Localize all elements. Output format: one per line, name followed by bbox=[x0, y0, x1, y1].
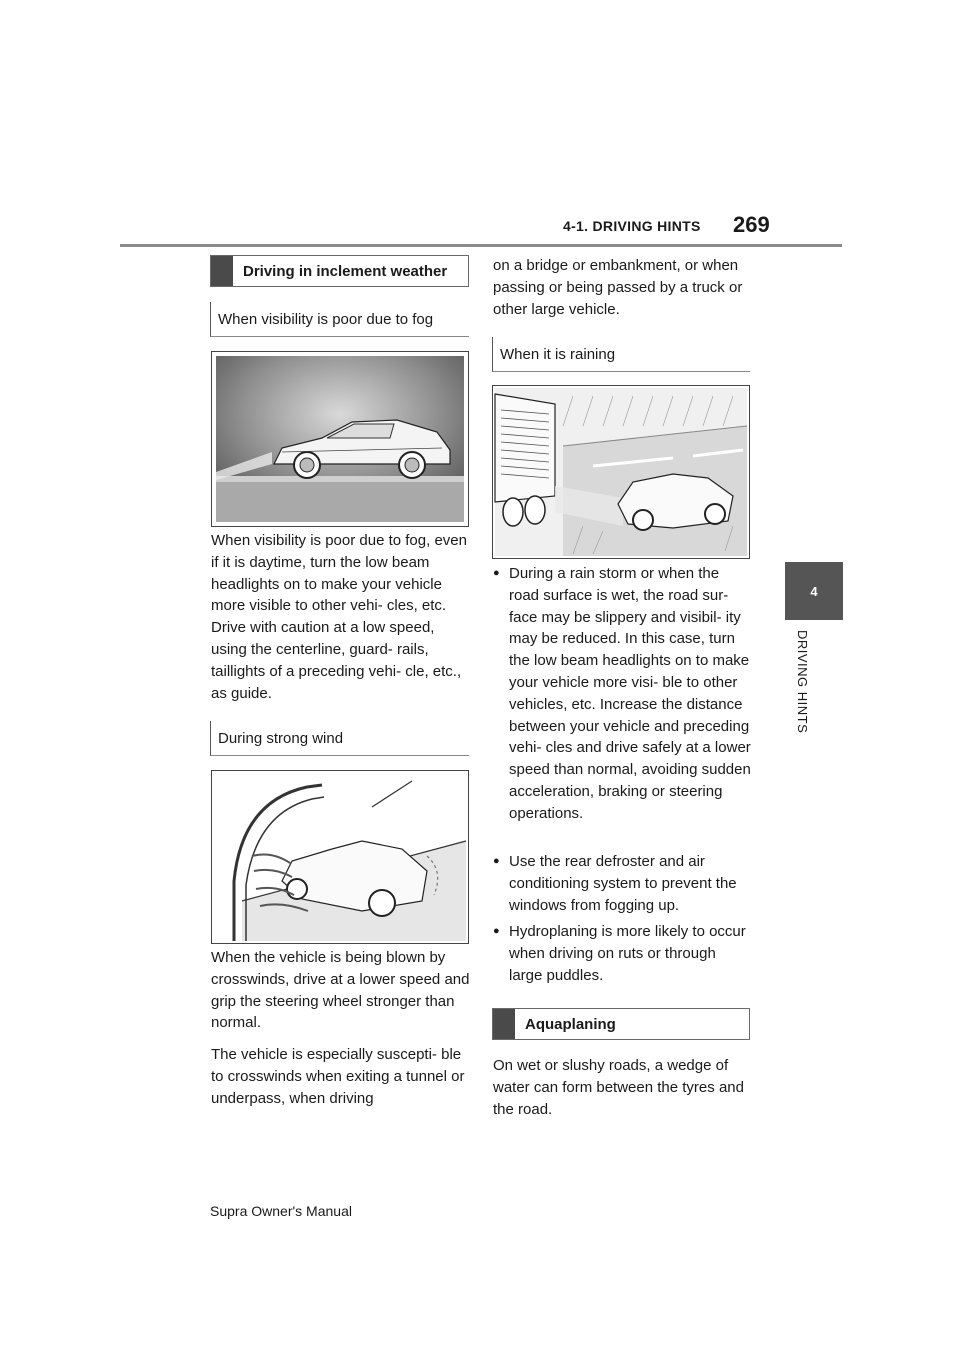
chapter-tab bbox=[785, 562, 843, 620]
page-number: 269 bbox=[733, 212, 770, 237]
subheading-fog: When visibility is poor due to fog bbox=[210, 302, 469, 337]
running-header-section: 4-1. DRIVING HINTS bbox=[563, 218, 701, 234]
footer-manual-title: Supra Owner's Manual bbox=[210, 1203, 352, 1219]
wind-car-image bbox=[212, 771, 468, 943]
wind-illustration bbox=[211, 770, 469, 944]
heading-marker bbox=[211, 256, 233, 286]
rain-illustration bbox=[492, 385, 750, 559]
aquaplaning-paragraph: On wet or slushy roads, a wedge of water can form between the tyres and the road. bbox=[493, 1057, 744, 1118]
fog-illustration bbox=[211, 351, 469, 527]
wind-paragraph-2: The vehicle is especially suscepti- ble to crosswinds when exiting a tunnel or underpass, when driving bbox=[211, 1046, 465, 1107]
rain-bullet-2: ● Use the rear defroster and air conditioning system to prevent the windows from fogging up. bbox=[493, 851, 751, 916]
rain-car-image bbox=[493, 386, 749, 558]
rain-bullet-1: ● During a rain storm or when the road surface is wet, the road sur- face may be slippery and visibil- ity may be reduced. In this case, turn the low beam headlights on to make your vehicle more visi- ble to other vehicles, etc. Increase the distance between your vehicle and preceding vehi- cles and drive safely at a lower speed than normal, avoiding sudden acceleration, braking or steering operations. bbox=[493, 563, 751, 825]
header-rule bbox=[120, 244, 842, 247]
fog-paragraph: When visibility is poor due to fog, even if it is daytime, turn the low beam headlights on to make your vehicle more visible to other vehi- cles, etc. Drive with caution at a low speed, using the centerline, guard- rails, taillights of a preceding vehi- cle, etc., as guide. bbox=[211, 532, 467, 702]
chapter-label: DRIVING HINTS bbox=[795, 630, 810, 734]
subheading-wind: During strong wind bbox=[210, 721, 469, 756]
rain-bullet-3: ● Hydroplaning is more likely to occur when driving on ruts or through large puddles. bbox=[493, 921, 751, 986]
section-heading-text: Aquaplaning bbox=[525, 1015, 616, 1033]
fog-car-image bbox=[212, 352, 468, 526]
chapter-number: 4 bbox=[810, 583, 818, 599]
wind-paragraph-1: When the vehicle is being blown by crosswinds, drive at a lower speed and grip the steering wheel stronger than normal. bbox=[211, 949, 470, 1032]
section-heading-aquaplaning bbox=[492, 1008, 750, 1040]
heading-marker bbox=[493, 1009, 515, 1039]
subheading-rain: When it is raining bbox=[492, 337, 750, 372]
continued-paragraph: on a bridge or embankment, or when passing or being passed by a truck or other large vehicle. bbox=[493, 257, 743, 318]
section-heading-inclement-weather bbox=[210, 255, 469, 287]
section-heading-text: Driving in inclement weather bbox=[243, 262, 448, 280]
